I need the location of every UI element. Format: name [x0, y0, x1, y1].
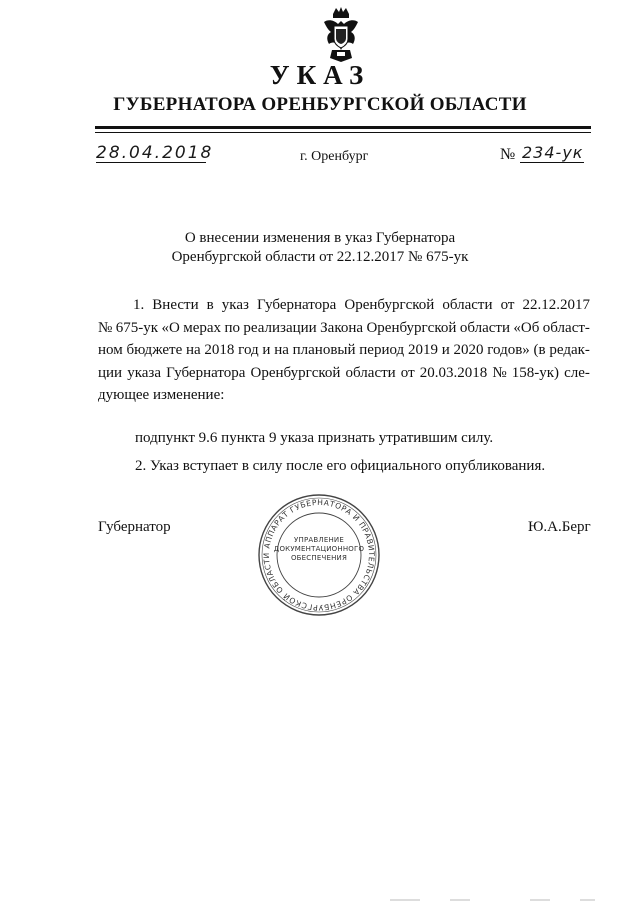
paragraph-1-line: ции указа Губернатора Оренбургской области от 20.03.2018 № 158-ук) сле-	[98, 364, 590, 381]
signer-position: Губернатор	[98, 519, 171, 535]
document-title: УКАЗ	[269, 60, 371, 90]
document-date	[96, 142, 214, 164]
number-underline	[520, 162, 584, 163]
paragraph-1-line: дующее изменение:	[98, 387, 225, 403]
footer-scan-marks	[380, 896, 600, 902]
number-sign: №	[500, 146, 516, 163]
paragraph-1-line: № 675-ук «О мерах по реализации Закона Оренбургской области «Об област-	[98, 319, 590, 336]
header-rule-thin	[95, 132, 591, 133]
stamp-center-line: ОБЕСПЕЧЕНИЯ	[290, 554, 348, 562]
paragraph-1-line: ном бюджете на 2018 год и на плановый период 2019 и 2020 годов» (в редак-	[98, 342, 590, 358]
subject-line-2: Оренбургской области от 22.12.2017 № 675-ук	[171, 249, 469, 265]
signer-name: Ю.А.Берг	[528, 519, 591, 535]
stamp-ring-text: АППАРАТ ГУБЕРНАТОРА И ПРАВИТЕЛЬСТВА ОРЕНБУРГСКОЙ ОБЛАСТИ	[261, 497, 377, 613]
paragraph-subpoint: подпункт 9.6 пункта 9 указа признать утратившим силу.	[135, 430, 494, 446]
date-underline	[96, 162, 206, 163]
date-handwritten: 28.04.2018	[96, 143, 214, 163]
stamp-center-text	[254, 536, 384, 563]
paragraph-1-line: 1. Внести в указ Губернатора Оренбургской области от 22.12.2017	[133, 297, 590, 313]
number-handwritten: 234-ук	[522, 143, 584, 162]
paragraph-1	[98, 294, 590, 407]
header-rule-thick	[95, 126, 591, 129]
document-subject	[0, 229, 640, 267]
city-label: г. Оренбург	[300, 149, 369, 164]
official-stamp	[254, 490, 384, 620]
stamp-center-line: УПРАВЛЕНИЕ	[294, 536, 344, 544]
stamp-center-line: ДОКУМЕНТАЦИОННОГО	[273, 545, 365, 553]
paragraph-2: 2. Указ вступает в силу после его официального опубликования.	[135, 458, 546, 474]
subject-line-1: О внесении изменения в указ Губернатора	[184, 230, 456, 246]
coat-of-arms-icon	[318, 6, 364, 64]
document-subtitle: ГУБЕРНАТОРА ОРЕНБУРГСКОЙ ОБЛАСТИ	[113, 94, 527, 115]
